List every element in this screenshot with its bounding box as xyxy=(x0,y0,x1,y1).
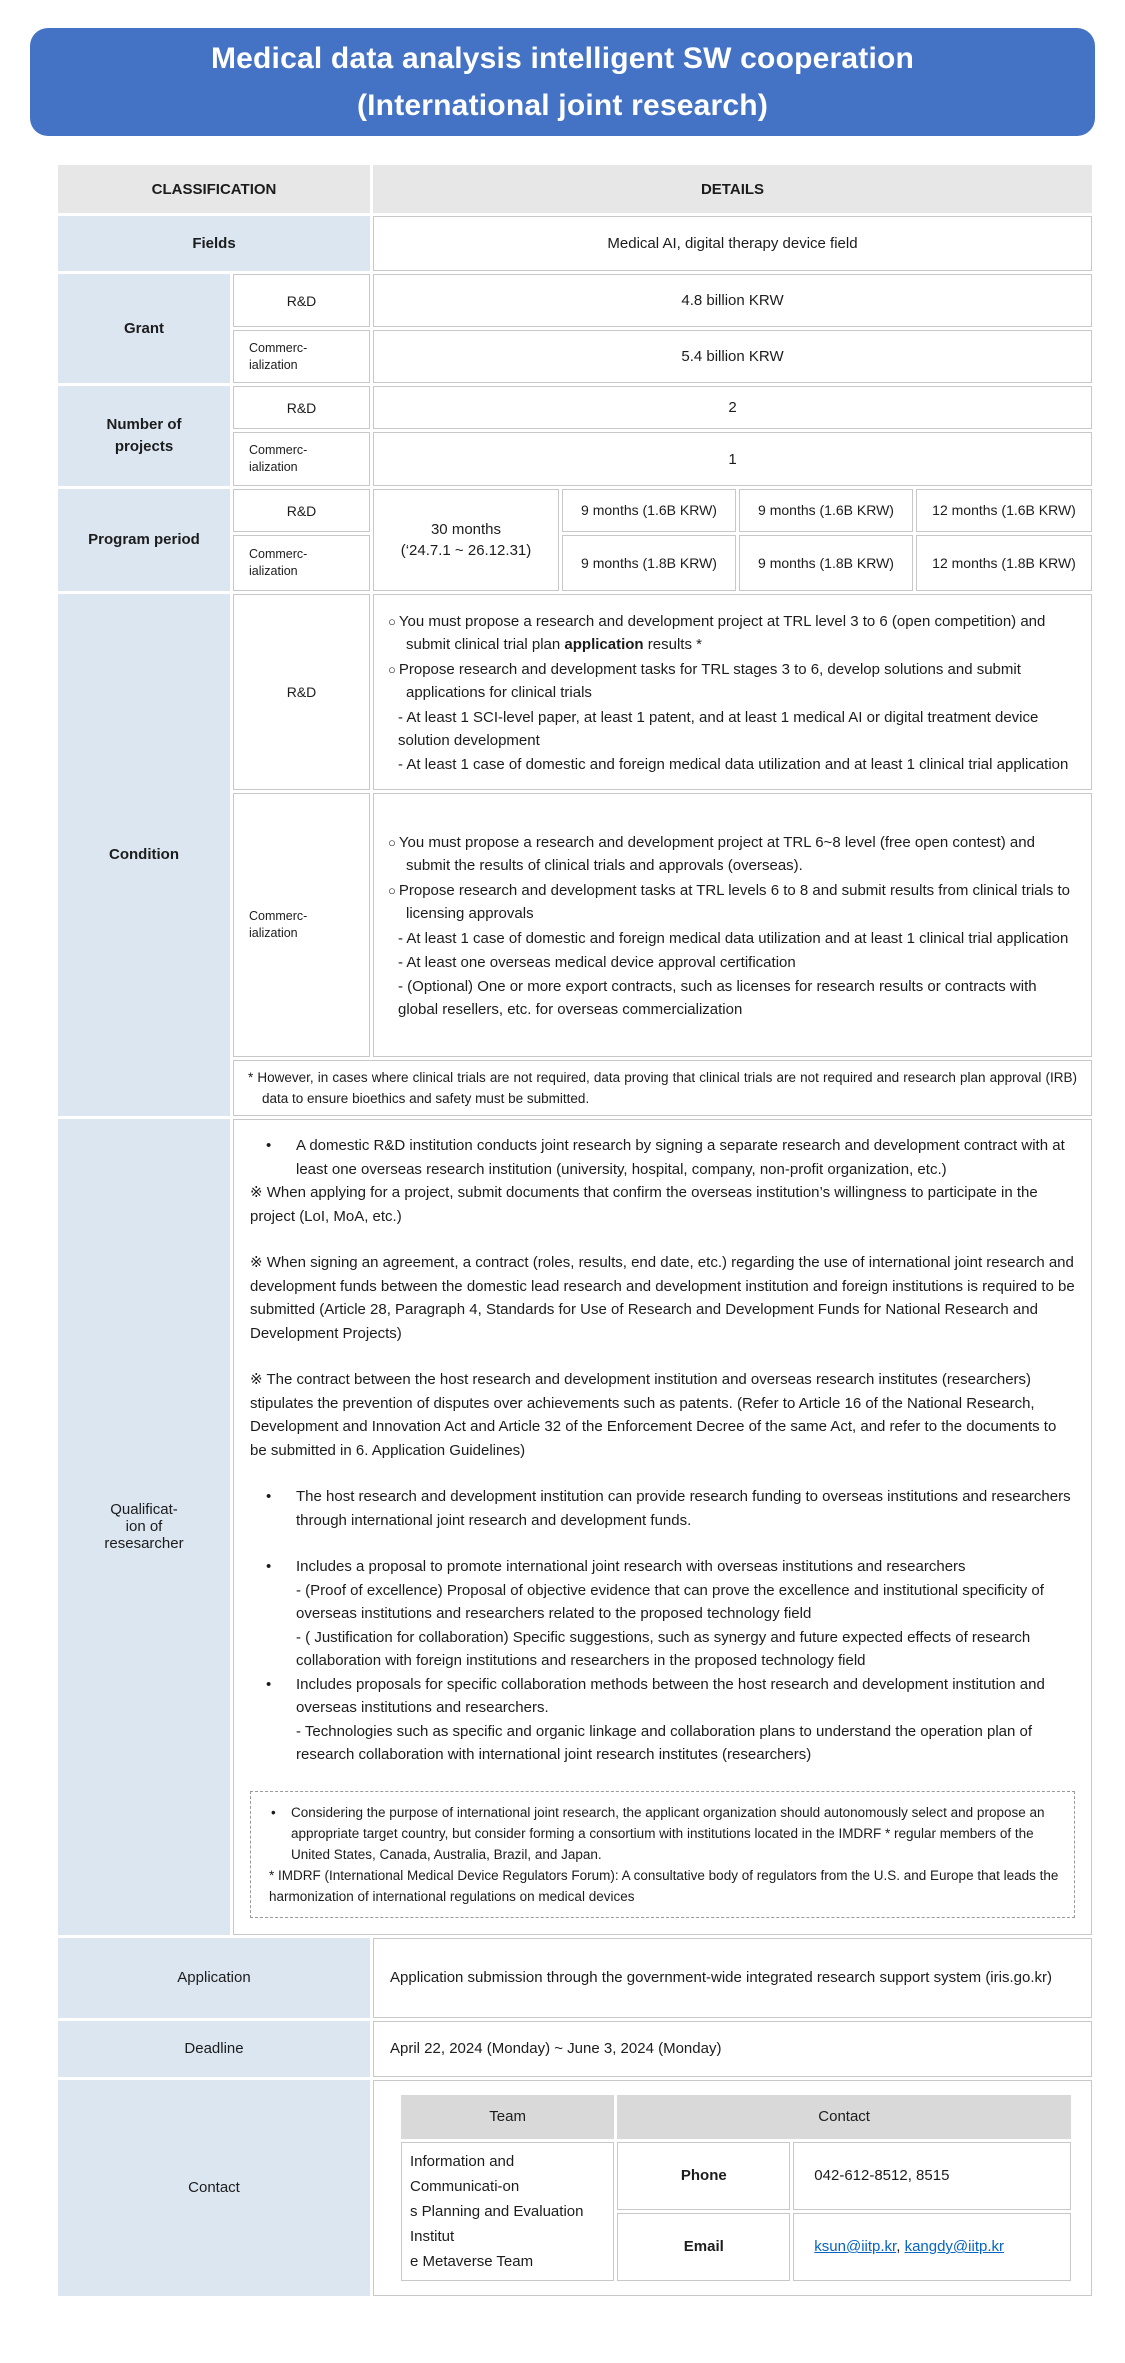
imdrf-box-footnote: * IMDRF (International Medical Device Regulators Forum): A consultative body of regulators from the U.S. and Europe that leads the harmonization of international regulations on medical devices xyxy=(269,1867,1059,1904)
page-title-line2: (International joint research) xyxy=(356,89,769,122)
page-title-line1: Medical data analysis intelligent SW cooperation xyxy=(210,42,915,75)
contact-phone-value: 042-612-8512, 8515 xyxy=(793,2142,1071,2210)
grant-rnd-sublabel: R&D xyxy=(233,274,370,327)
contact-contact-header: Contact xyxy=(617,2095,1071,2139)
contact-phone-label: Phone xyxy=(617,2142,790,2210)
title-banner xyxy=(30,28,1095,136)
deadline-row-label: Deadline xyxy=(58,2021,370,2077)
program-info-table xyxy=(55,162,1095,2299)
qualification-bullet-4: • Includes proposals for specific collaboration methods between the host research and development institution and overseas institutions and researchers. xyxy=(266,1675,1045,1716)
column-header-classification: CLASSIFICATION xyxy=(58,165,370,213)
period-comm-phase3: 12 months (1.8B KRW) xyxy=(916,535,1092,591)
qualification-bullet-3-sub2: - ( Justification for collaboration) Specific suggestions, such as synergy and future expected effects of research collaboration with foreign institutions and researchers in the proposed technology field xyxy=(296,1628,1031,1669)
contact-row-label: Contact xyxy=(58,2080,370,2296)
condition-rnd-item1: ○ You must propose a research and development project at TRL level 3 to 6 (open competition) and submit clinical trial plan application results * xyxy=(388,612,1046,653)
contact-table xyxy=(398,2092,1074,2284)
period-comm-phase1: 9 months (1.8B KRW) xyxy=(562,535,736,591)
email-link-1[interactable]: ksun@iitp.kr xyxy=(814,2238,897,2255)
projects-rnd-sublabel: R&D xyxy=(233,386,370,429)
period-rnd-phase2: 9 months (1.6B KRW) xyxy=(739,489,913,532)
condition-rnd-sublabel: R&D xyxy=(233,594,370,790)
application-row-label: Application xyxy=(58,1938,370,2018)
condition-footnote: * However, in cases where clinical trials are not required, data proving that clinical trials are not required and research plan approval (IRB) data to ensure bioethics and safety must be submitted. xyxy=(233,1060,1092,1116)
condition-rnd-item2: ○ Propose research and development tasks for TRL stages 3 to 6, develop solutions and submit applications for clinical trials xyxy=(388,660,1021,701)
grant-rnd-value: 4.8 billion KRW xyxy=(373,274,1092,327)
email-link-2[interactable]: kangdy@iitp.kr xyxy=(904,2238,1004,2255)
condition-commercialization-text xyxy=(373,793,1092,1057)
condition-rnd-item3: - At least 1 SCI-level paper, at least 1 patent, and at least 1 medical AI or digital treatment device solution development xyxy=(398,708,1039,749)
qualification-note-3: ※ The contract between the host research and development institution and overseas research institutes (researchers) stipulates the prevention of disputes over achievements such as patents. (Refer to Article 16 of the National Research, Development and Innovation Act and Article 32 of the Enforcement Decree of the same Act, and refer to the documents to be submitted in 6. Application Guidelines) xyxy=(250,1371,1057,1459)
contact-email-label: Email xyxy=(617,2213,790,2281)
condition-row-label: Condition xyxy=(58,594,230,1116)
contact-team-name: Information and Communicati-on s Planning and Evaluation Institut e Metaverse Team xyxy=(401,2142,614,2281)
condition-rnd-text xyxy=(373,594,1092,790)
fields-row-label: Fields xyxy=(58,216,370,271)
projects-row-label: Number of projects xyxy=(58,386,230,486)
condition-comm-item5: - (Optional) One or more export contracts, such as licenses for research results or contracts with global resellers, etc. for overseas commercialization xyxy=(398,977,1037,1018)
imdrf-box-bullet: • Considering the purpose of international joint research, the applicant organization should autonomously select and propose an appropriate target country, but consider forming a consortium with institutions located in the IMDRF * regular members of the United States, Canada, Australia, Brazil, and Japan. xyxy=(271,1804,1045,1862)
contact-team-header: Team xyxy=(401,2095,614,2139)
qualification-note-2: ※ When signing an agreement, a contract (roles, results, end date, etc.) regarding the use of international joint research and development funds between the domestic lead research and development institution and foreign institutions is required to be submitted (Article 28, Paragraph 4, Standards for Use of Research and Development Funds for National Research and Development Projects) xyxy=(250,1254,1075,1342)
qualification-text xyxy=(233,1119,1092,1935)
fields-value: Medical AI, digital therapy device field xyxy=(373,216,1092,271)
email-separator: , xyxy=(896,2238,905,2255)
period-rnd-phase1: 9 months (1.6B KRW) xyxy=(562,489,736,532)
grant-commercialization-value: 5.4 billion KRW xyxy=(373,330,1092,383)
qualification-bullet-3: • Includes a proposal to promote international joint research with overseas institutions and researchers xyxy=(266,1558,966,1575)
period-commercialization-sublabel: Commerc- ialization xyxy=(233,535,370,591)
period-comm-phase2: 9 months (1.8B KRW) xyxy=(739,535,913,591)
period-rnd-phase3: 12 months (1.6B KRW) xyxy=(916,489,1092,532)
qualification-bullet-4-sub1: - Technologies such as specific and organic linkage and collaboration plans to understand the operation plan of research collaboration with international joint research institutes (researchers) xyxy=(296,1722,1033,1763)
qualification-bullet-1: • A domestic R&D institution conducts joint research by signing a separate research and development contract with at least one overseas research institution (university, hospital, company, non-profit organization, etc.) xyxy=(266,1137,1065,1178)
contact-email-value xyxy=(793,2213,1071,2281)
grant-commercialization-sublabel: Commerc- ialization xyxy=(233,330,370,383)
condition-comm-item1: ○ You must propose a research and development project at TRL 6~8 level (free open contest) and submit the results of clinical trials and approvals (overseas). xyxy=(388,833,1035,874)
projects-commercialization-value: 1 xyxy=(373,432,1092,486)
period-rnd-sublabel: R&D xyxy=(233,489,370,532)
condition-comm-item3: - At least 1 case of domestic and foreign medical data utilization and at least 1 clinical trial application xyxy=(398,929,1069,947)
qualification-row-label: Qualificat- ion of resesarcher xyxy=(58,1119,230,1935)
condition-comm-item4: - At least one overseas medical device approval certification xyxy=(398,953,796,971)
grant-row-label: Grant xyxy=(58,274,230,383)
qualification-bullet-2: • The host research and development institution can provide research funding to overseas institutions and researchers through international joint research and development funds. xyxy=(266,1488,1071,1529)
page xyxy=(0,28,1125,2299)
qualification-bullet-3-sub1: - (Proof of excellence) Proposal of objective evidence that can prove the excellence and institutional specificity of overseas institutions and researchers related to the proposed technology field xyxy=(296,1581,1044,1622)
contact-cell xyxy=(373,2080,1092,2296)
deadline-value: April 22, 2024 (Monday) ~ June 3, 2024 (Monday) xyxy=(373,2021,1092,2077)
projects-commercialization-sublabel: Commerc- ialization xyxy=(233,432,370,486)
period-row-label: Program period xyxy=(58,489,230,591)
projects-rnd-value: 2 xyxy=(373,386,1092,429)
imdrf-note-box xyxy=(250,1791,1075,1918)
condition-commercialization-sublabel: Commerc- ialization xyxy=(233,793,370,1057)
application-value: Application submission through the government-wide integrated research support system (iris.go.kr) xyxy=(373,1938,1092,2018)
condition-comm-item2: ○ Propose research and development tasks at TRL levels 6 to 8 and submit results from clinical trials to licensing approvals xyxy=(388,881,1071,922)
condition-rnd-item4: - At least 1 case of domestic and foreign medical data utilization and at least 1 clinical trial application xyxy=(398,755,1069,773)
period-duration: 30 months (‘24.7.1 ~ 26.12.31) xyxy=(373,489,559,591)
column-header-details: DETAILS xyxy=(373,165,1092,213)
qualification-note-1: ※ When applying for a project, submit documents that confirm the overseas institution’s willingness to participate in the project (LoI, MoA, etc.) xyxy=(250,1184,1038,1225)
